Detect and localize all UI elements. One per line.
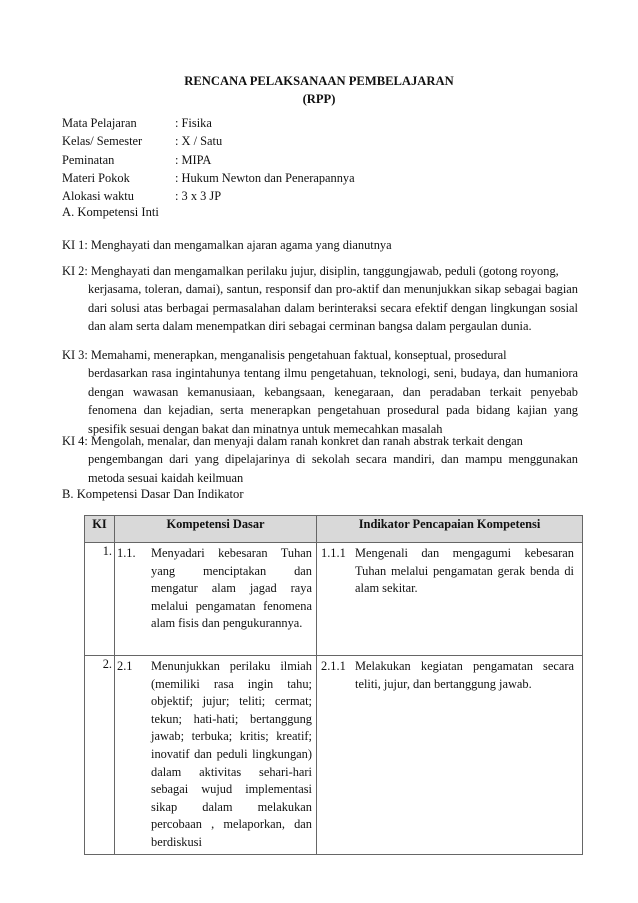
meta-value: : Hukum Newton dan Penerapannya <box>175 170 355 185</box>
indicator-number: 1.1.1 <box>321 546 346 560</box>
ki-continuation: kerjasama, toleran, damai), santun, responsif dan pro-aktif dan menunjukkan sikap sebagai bagian dari solusi atas berbagai permasalahan dalam berinteraksi secara efektif dengan lingkungan sosial dan alam serta dalam menempatkan diri sebagai cerminan bangsa dalam pergaulan dunia. <box>88 282 578 334</box>
ki-number: 1. <box>85 543 115 656</box>
table-row <box>85 656 583 855</box>
meta-label: Materi Pokok <box>62 170 130 185</box>
table-header-row <box>85 516 583 543</box>
meta-info <box>62 114 602 205</box>
document-title: RENCANA PELAKSANAAN PEMBELAJARAN <box>184 74 454 88</box>
meta-row <box>62 187 602 205</box>
meta-label: Peminatan <box>62 152 115 167</box>
ki-4 <box>62 432 578 487</box>
ki-2 <box>62 262 578 336</box>
ki-1 <box>62 236 578 254</box>
kd-cell <box>115 543 317 656</box>
indicator-number: 2.1.1 <box>321 659 346 673</box>
kd-number: 1.1. <box>117 546 136 560</box>
meta-label: Kelas/ Semester <box>62 134 143 149</box>
meta-value: : Fisika <box>175 116 212 130</box>
kd-indicator-table <box>84 515 583 855</box>
meta-value: : 3 x 3 JP <box>175 189 222 204</box>
indicator-text: Melakukan kegiatan pengamatan secara teliti, jujur, dan bertanggung jawab. <box>355 659 574 691</box>
meta-label: Mata Pelajaran <box>62 116 137 130</box>
ki-first-line: KI 2: Menghayati dan mengamalkan perilaku jujur, disiplin, tanggungjawab, peduli (gotong royong, <box>62 264 559 278</box>
column-header-kd: Kompetensi Dasar <box>115 516 317 543</box>
indicator-cell <box>317 543 583 656</box>
kd-number: 2.1 <box>117 659 133 673</box>
kd-cell <box>115 656 317 855</box>
ki-3 <box>62 346 578 438</box>
ki-first-line: KI 3: Memahami, menerapkan, menganalisis pengetahuan faktual, konseptual, prosedural <box>62 348 507 362</box>
ki-number: 2. <box>85 656 115 855</box>
ki-continuation: pengembangan dari yang dipelajarinya di sekolah secara mandiri, dan mampu menggunakan metoda sesuai kaidah keilmuan <box>88 452 578 485</box>
meta-row <box>62 114 602 132</box>
meta-row <box>62 169 602 187</box>
meta-row <box>62 132 602 150</box>
kd-text: Menyadari kebesaran Tuhan yang menciptakan dan mengatur alam jagad raya melalui pengamatan fenomena alam fisis dan pengukurannya. <box>151 546 312 631</box>
document-subtitle: (RPP) <box>302 92 336 106</box>
indicator-cell <box>317 656 583 855</box>
ki-first-line: KI 1: Menghayati dan mengamalkan ajaran agama yang dianutnya <box>62 238 392 252</box>
table-row <box>85 543 583 656</box>
indicator-text: Mengenali dan mengagumi kebesaran Tuhan melalui pengamatan gerak benda di alam sekitar. <box>355 546 574 596</box>
ki-first-line: KI 4: Mengolah, menalar, dan menyaji dalam ranah konkret dan ranah abstrak terkait dengan <box>62 434 523 448</box>
ki-continuation: berdasarkan rasa ingintahunya tentang ilmu pengetahuan, teknologi, seni, budaya, dan humaniora dengan wawasan kemanusiaan, kebangsaan, kenegaraan, dan peradaban terkait penyebab fenomena dan kejadian, serta menerapkan pengetahuan prosedural pada bidang kajian yang spesifik sesuai dengan bakat dan minatnya untuk memecahkan masalah <box>88 366 578 436</box>
meta-value: : MIPA <box>175 152 212 167</box>
section-b-heading: B. Kompetensi Dasar Dan Indikator <box>62 487 244 501</box>
meta-row <box>62 151 602 169</box>
column-header-indicator: Indikator Pencapaian Kompetensi <box>317 516 583 543</box>
section-a-heading: A. Kompetensi Inti <box>62 205 159 219</box>
column-header-ki: KI <box>85 516 115 543</box>
kd-text: Menunjukkan perilaku ilmiah (memiliki rasa ingin tahu; objektif; jujur; teliti; cermat; tekun; hati-hati; bertanggung jawab; terbuka; kritis; kreatif; inovatif dan peduli lingkungan) dalam aktivitas sehari-hari sebagai wujud implementasi sikap dalam melakukan percobaan , melaporkan, dan berdiskusi <box>151 659 312 849</box>
meta-label: Alokasi waktu <box>62 189 134 204</box>
meta-value: : X / Satu <box>175 134 223 149</box>
